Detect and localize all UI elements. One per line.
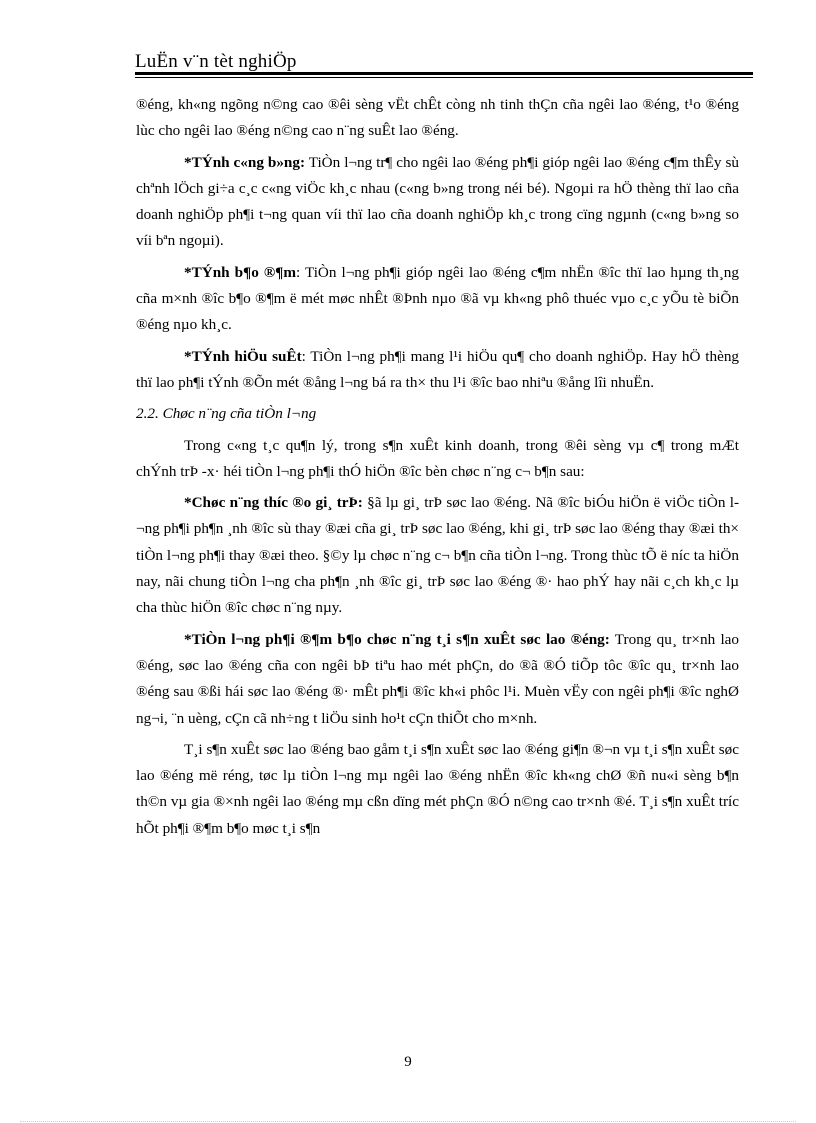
page-number: 9: [404, 1054, 412, 1070]
document-body: [136, 92, 739, 842]
paragraph: ®éng, kh«ng ngõng n©ng cao ®êi sèng vËt chÊt còng nh tinh thÇn cña ngêi lao ®éng, t¹o ®éng lùc cho ngêi lao ®éng n©ng cao n¨ng suÊt lao ®éng.: [136, 96, 739, 140]
term-label: *Chøc n¨ng thíc ®o gi¸ trÞ:: [184, 494, 363, 512]
paragraph-reproduction-detail: T¸i s¶n xuÊt søc lao ®éng bao gåm t¸i s¶n xuÊt søc lao ®éng gi¶n ®¬n vµ t¸i s¶n xuÊt søc lao ®éng më réng, tøc lµ tiÒn l¬ng mµ ngêi lao ®éng nhËn ®îc kh«ng chØ ®ñ nu«i sèng b¶n th©n vµ gia ®×nh ngêi lao ®éng mµ cßn dïng mét phÇn ®Ó n©ng cao tr×nh ®é. T¸i s¶n xuÊt tríc hÕt ph¶i ®¶m b¶o møc t¸i s¶n: [136, 740, 739, 837]
header-rule-thin: [135, 77, 753, 78]
term-label: *TiÒn l¬ng ph¶i ®¶m b¶o chøc n¨ng t¸i s¶n xuÊt søc lao ®éng:: [184, 630, 610, 648]
header-rule-thick: [135, 72, 753, 75]
paragraph-efficiency: *TÝnh hiÖu suÊt: TiÒn l¬ng ph¶i mang l¹i hiÖu qu¶ cho doanh nghiÖp. Hay hÖ thèng thï lao ph¶i tÝnh ®Õn mét ®ång l¬ng bá ra th× thu l¹i ®îc bao nhiªu ®ång lîi nhuËn.: [136, 347, 740, 391]
paragraph-reproduction-function: *TiÒn l¬ng ph¶i ®¶m b¶o chøc n¨ng t¸i s¶n xuÊt søc lao ®éng: Trong qu¸ tr×nh lao ®éng, søc lao ®éng cña con ngêi bÞ tiªu hao mét phÇn, do ®ã ®Ó tiÕp tôc ®îc qu¸ tr×nh lao ®éng sau ®ßi hái søc lao ®éng ®· mÊt ph¶i ®îc kh«i phôc l¹i. Muèn vËy con ngêi ph¶i ®îc nghØ ng¬i, ¨n uèng, cÇn cã nh÷ng t liÖu sinh ho¹t cÇn thiÕt cho m×nh.: [136, 630, 740, 727]
term-label: *TÝnh b¶o ®¶m: [184, 263, 297, 281]
paragraph-measure-function: *Chøc n¨ng thíc ®o gi¸ trÞ: §ã lµ gi¸ trÞ søc lao ®éng. Nã ®îc biÓu hiÖn ë viÖc tiÒn l¬ng ph¶i ph¶n ¸nh ®îc sù thay ®æi cña gi¸ trÞ søc lao ®éng, khi gi¸ trÞ søc lao ®éng thay ®æi th× tiÒn l¬ng ph¶i thay ®æi theo. §©y lµ chøc n¨ng c¬ b¶n cña tiÒn l¬ng. Trong thùc tÕ ë níc ta hiÖn nay, nãi chung tiÒn l¬ng cha ph¶n ¸nh ®îc gi¸ trÞ søc lao ®éng ®· hao phÝ hay nãi c¸ch kh¸c lµ cha thùc hiÖn ®îc chøc n¨ng nµy.: [136, 494, 740, 617]
term-label: *TÝnh c«ng b»ng:: [184, 153, 306, 171]
term-label: *TÝnh hiÖu suÊt: [184, 347, 302, 365]
page-bottom-border: [20, 1121, 796, 1122]
paragraph-intro: Trong c«ng t¸c qu¶n lý, trong s¶n xuÊt kinh doanh, trong ®êi sèng vµ c¶ trong mÆt chÝnh trÞ -x· héi tiÒn l¬ng ph¶i thÓ hiÖn ®îc bèn chøc n¨ng c¬ b¶n sau:: [136, 436, 739, 480]
paragraph-fairness: *TÝnh c«ng b»ng: TiÒn l¬ng tr¶ cho ngêi lao ®éng ph¶i gióp ngêi lao ®éng c¶m thÊy sù chªnh lÖch gi÷a c¸c c«ng viÖc kh¸c nhau (c«ng b»ng trong néi bé). Ngoµi ra hÖ thèng thï lao cña doanh nghiÖp ph¶i t¬ng quan víi thï lao cña doanh nghiÖp kh¸c trong cïng ngµnh (c«ng b»ng so víi bªn ngoµi).: [136, 153, 739, 250]
page-header: [135, 50, 753, 74]
header-title: LuËn v¨n tèt nghiÖp: [135, 51, 297, 72]
section-heading: 2.2. Chøc n¨ng cña tiÒn l¬ng: [136, 405, 317, 423]
paragraph-assurance: *TÝnh b¶o ®¶m: TiÒn l¬ng ph¶i gióp ngêi lao ®éng c¶m nhËn ®îc thï lao hµng th¸ng cña m×nh ®îc b¶o ®¶m ë mét møc nhÊt ®Þnh nµo ®ã vµ kh«ng phô thuéc vµo c¸c yÕu tè biÕn ®éng nµo kh¸c.: [136, 263, 739, 334]
